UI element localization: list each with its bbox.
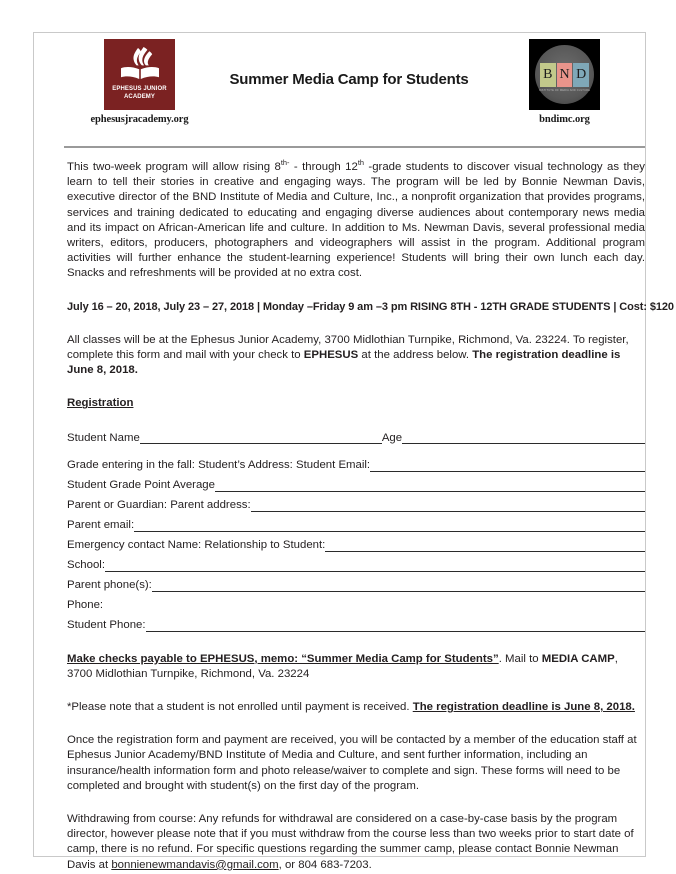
field-label-school: School: (67, 559, 105, 572)
payment-text2: , 3700 Midlothian Turnpike, Richmond, Va. 23224 (67, 652, 618, 680)
field-input-gpa[interactable] (215, 479, 645, 492)
field-parent-email-row[interactable] (67, 517, 645, 534)
field-input-parent-phones[interactable] (152, 579, 645, 592)
field-input-age[interactable] (402, 431, 645, 444)
bnd-tile-d: D (573, 63, 589, 87)
withdrawal-paragraph (67, 812, 645, 873)
page-content (49, 33, 674, 871)
field-label-student-name: Student Name (67, 431, 140, 444)
note-text1: *Please note that a student is not enrolled until payment is received. (67, 701, 413, 714)
intro-sup2: th (357, 158, 364, 168)
ephesus-website-caption: ephesusjracademy.org (90, 114, 189, 125)
field-phone-row[interactable] (67, 597, 645, 614)
field-input-emergency-contact[interactable] (325, 539, 645, 552)
field-student-phone-row[interactable] (67, 617, 645, 634)
bnd-institute-logo (529, 39, 600, 110)
intro-part3: -grade students to discover visual technology as they learn to tell their stories in creative and engaging ways. The program will be led by Bonnie Newman Davis, executive director of the BND Institute of Media and Culture, Inc., a nonprofit organization that provides programs, services and training dedicated to educating and engaging diverse audiences about contemporary news media and its impact on African-American life and culture. In addition to Ms. Newman Davis, several professional media writers, editors, producers, photographers and videographers will assist in the program. Additional program activities will further enhance the student-learning experience! Students will bring their own lunch each day. Snacks and refreshments will be provided at no extra cost. (67, 161, 645, 280)
bnd-website-caption: bndimc.org (539, 114, 590, 125)
field-input-parent-email[interactable] (134, 519, 645, 532)
field-emergency-contact-row[interactable] (67, 537, 645, 554)
ephesus-logo-text: EPHESUS JUNIOR ACADEMY (112, 86, 167, 100)
intro-sup1: th- (280, 158, 290, 168)
registration-heading: Registration (67, 397, 134, 410)
location-text1: All classes will be at the Ephesus Junior Academy, 3700 Midlothian Turnpike, Richmond, Va. 23224. To register, complete this form and mail with your check to (67, 333, 629, 362)
document-page (33, 32, 674, 871)
ephesus-logo-block (87, 39, 192, 125)
field-input-student-name[interactable] (140, 431, 382, 444)
bnd-logo-tagline: INSTITUTE OF MEDIA AND CULTURE (538, 89, 591, 92)
contact-email-link[interactable]: bonnienewmandavis@gmail.com (111, 858, 279, 871)
field-input-school[interactable] (105, 559, 645, 572)
field-label-age: Age (381, 431, 403, 444)
field-input-parent-address[interactable] (251, 499, 645, 512)
bnd-tile-n: N (557, 63, 573, 87)
bnd-tile-b: B (540, 63, 556, 87)
location-text2: at the address below. (358, 349, 473, 362)
withdrawal-text1: Withdrawing from course: Any refunds for withdrawal are considered on a case-by-case basis by the program director, however please note that if you must withdraw from the course less than two weeks prior to start date of camp, there is no refund. For specific questions regarding the summer camp, please contact Bonnie Newman Davis at (67, 813, 634, 871)
field-label-phone: Phone: (67, 599, 104, 612)
field-label-emergency-contact: Emergency contact Name: Relationship to Student: (67, 539, 326, 552)
bnd-logo-block (512, 39, 617, 125)
location-ephesus-bold: EPHESUS (303, 349, 359, 362)
payment-checks-bold-underline: Make checks payable to EPHESUS, memo: “Summer Media Camp for Students” (67, 652, 499, 665)
page-title: Summer Media Camp for Students (229, 71, 469, 88)
field-label-parent-email: Parent email: (67, 519, 135, 532)
bnd-letter-tiles (540, 63, 589, 87)
field-parent-guardian-row[interactable] (67, 497, 645, 514)
withdrawal-text2: , or 804 683-7203. (278, 858, 372, 871)
field-input-student-phone[interactable] (146, 619, 645, 632)
field-student-name-row[interactable] (67, 430, 645, 447)
enrollment-note (67, 700, 645, 715)
field-parent-phones-row[interactable] (67, 577, 645, 594)
payment-text1: . Mail to (498, 652, 542, 665)
note-deadline-bold-underline: The registration deadline is June 8, 2018. (412, 701, 635, 714)
field-gpa-row[interactable] (67, 477, 645, 494)
registration-form (67, 430, 645, 634)
intro-part1: This two-week program will allow rising 8 (67, 161, 281, 173)
followup-paragraph: Once the registration form and payment are received, you will be contacted by a member of the education staff at Ephesus Junior Academy/BND Institute of Media and Culture, and sent further information, including an insurance/health information form and photo release/waiver to complete and sign. These forms will need to be completed and brought with student(s) on the first day of the program. (67, 734, 637, 792)
ephesus-junior-academy-logo (104, 39, 175, 110)
flame-over-book-icon (104, 46, 175, 87)
document-header (49, 33, 630, 146)
field-input-student-email[interactable] (370, 459, 645, 472)
field-grade-address-email-row[interactable] (67, 457, 645, 474)
document-body (67, 158, 674, 873)
field-label-grade-address-email: Grade entering in the fall: Student’s Address: Student Email: (67, 459, 371, 472)
header-divider (64, 146, 645, 148)
field-school-row[interactable] (67, 557, 645, 574)
location-paragraph (67, 333, 645, 379)
location-deadline-bold: The registration deadline is June 8, 2018. (67, 349, 621, 377)
payment-media-camp-bold: MEDIA CAMP (541, 652, 615, 665)
schedule-line: July 16 – 20, 2018, July 23 – 27, 2018 | Monday –Friday 9 am –3 pm RISING 8TH - 12TH GRADE STUDENTS | Cost: $120 (67, 300, 674, 313)
payment-paragraph (67, 652, 645, 682)
field-label-parent-guardian: Parent or Guardian: Parent address: (67, 499, 251, 512)
field-label-student-phone: Student Phone: (67, 619, 146, 632)
field-label-gpa: Student Grade Point Average (67, 479, 215, 492)
field-label-parent-phones: Parent phone(s): (67, 579, 152, 592)
intro-paragraph (67, 160, 645, 282)
intro-part2: - through 12 (289, 161, 358, 173)
